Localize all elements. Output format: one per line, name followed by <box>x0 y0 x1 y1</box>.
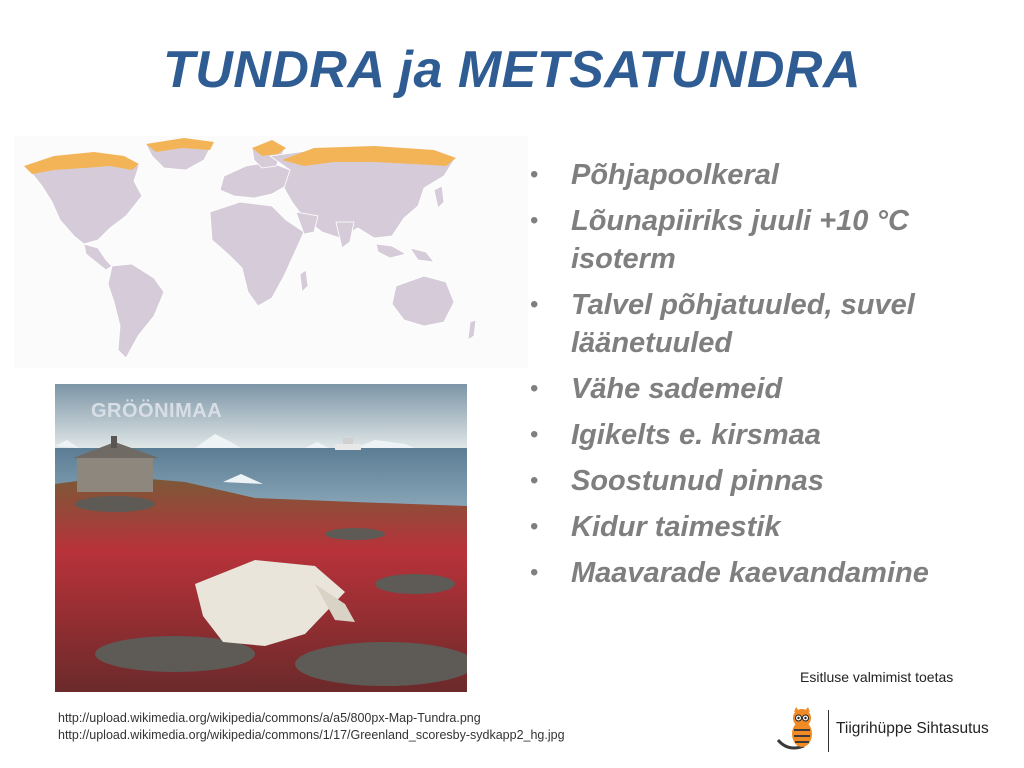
sponsor-name: Tiigrihüppe Sihtasutus <box>836 720 989 737</box>
bullet-item <box>530 416 1000 454</box>
world-map-tundra <box>14 136 528 368</box>
bullet-text: Talvel põhjatuuled, suvel läänetuuled <box>571 289 915 359</box>
bullet-text: Vähe sademeid <box>571 373 783 405</box>
bullet-text: Soostunud pinnas <box>571 465 824 497</box>
bullet-item <box>530 202 1000 278</box>
bullet-text: Põhjapoolkeral <box>571 159 779 191</box>
greenland-photo <box>55 384 467 692</box>
bullet-item <box>530 462 1000 500</box>
tiger-logo-icon <box>770 706 826 756</box>
photo-label: GRÖÖNIMAA <box>91 400 223 422</box>
bullet-icon: • <box>530 375 539 402</box>
bullet-icon: • <box>530 513 539 540</box>
bullet-item <box>530 370 1000 408</box>
bullet-icon: • <box>530 421 539 448</box>
bullet-text: Kidur taimestik <box>571 511 781 543</box>
bullet-icon: • <box>530 291 539 318</box>
bullet-text: Lõunapiiriks juuli +10 °C isoterm <box>571 205 909 275</box>
bullet-icon: • <box>530 207 539 234</box>
sponsor-divider <box>828 710 829 752</box>
bullet-icon: • <box>530 467 539 494</box>
sponsor-caption: Esitluse valmimist toetas <box>800 669 954 685</box>
source-link-map[interactable]: http://upload.wikimedia.org/wikipedia/commons/a/a5/800px-Map-Tundra.png <box>58 711 481 725</box>
image-sources <box>58 710 565 744</box>
bullet-icon: • <box>530 161 539 188</box>
bullet-item <box>530 286 1000 362</box>
world-map-image <box>14 136 528 368</box>
bullet-item <box>530 156 1000 194</box>
slide-title: TUNDRA ja METSATUNDRA <box>162 41 862 99</box>
source-link-photo[interactable]: http://upload.wikimedia.org/wikipedia/commons/1/17/Greenland_scoresby-sydkapp2_hg.jpg <box>58 728 565 742</box>
bullet-text: Maavarade kaevandamine <box>571 557 929 589</box>
bullet-list <box>530 156 1000 600</box>
bullet-item <box>530 554 1000 592</box>
bullet-item <box>530 508 1000 546</box>
greenland-landscape-image <box>55 384 467 692</box>
bullet-icon: • <box>530 559 539 586</box>
bullet-text: Igikelts e. kirsmaa <box>571 419 821 451</box>
sponsor-logo <box>770 706 1010 756</box>
